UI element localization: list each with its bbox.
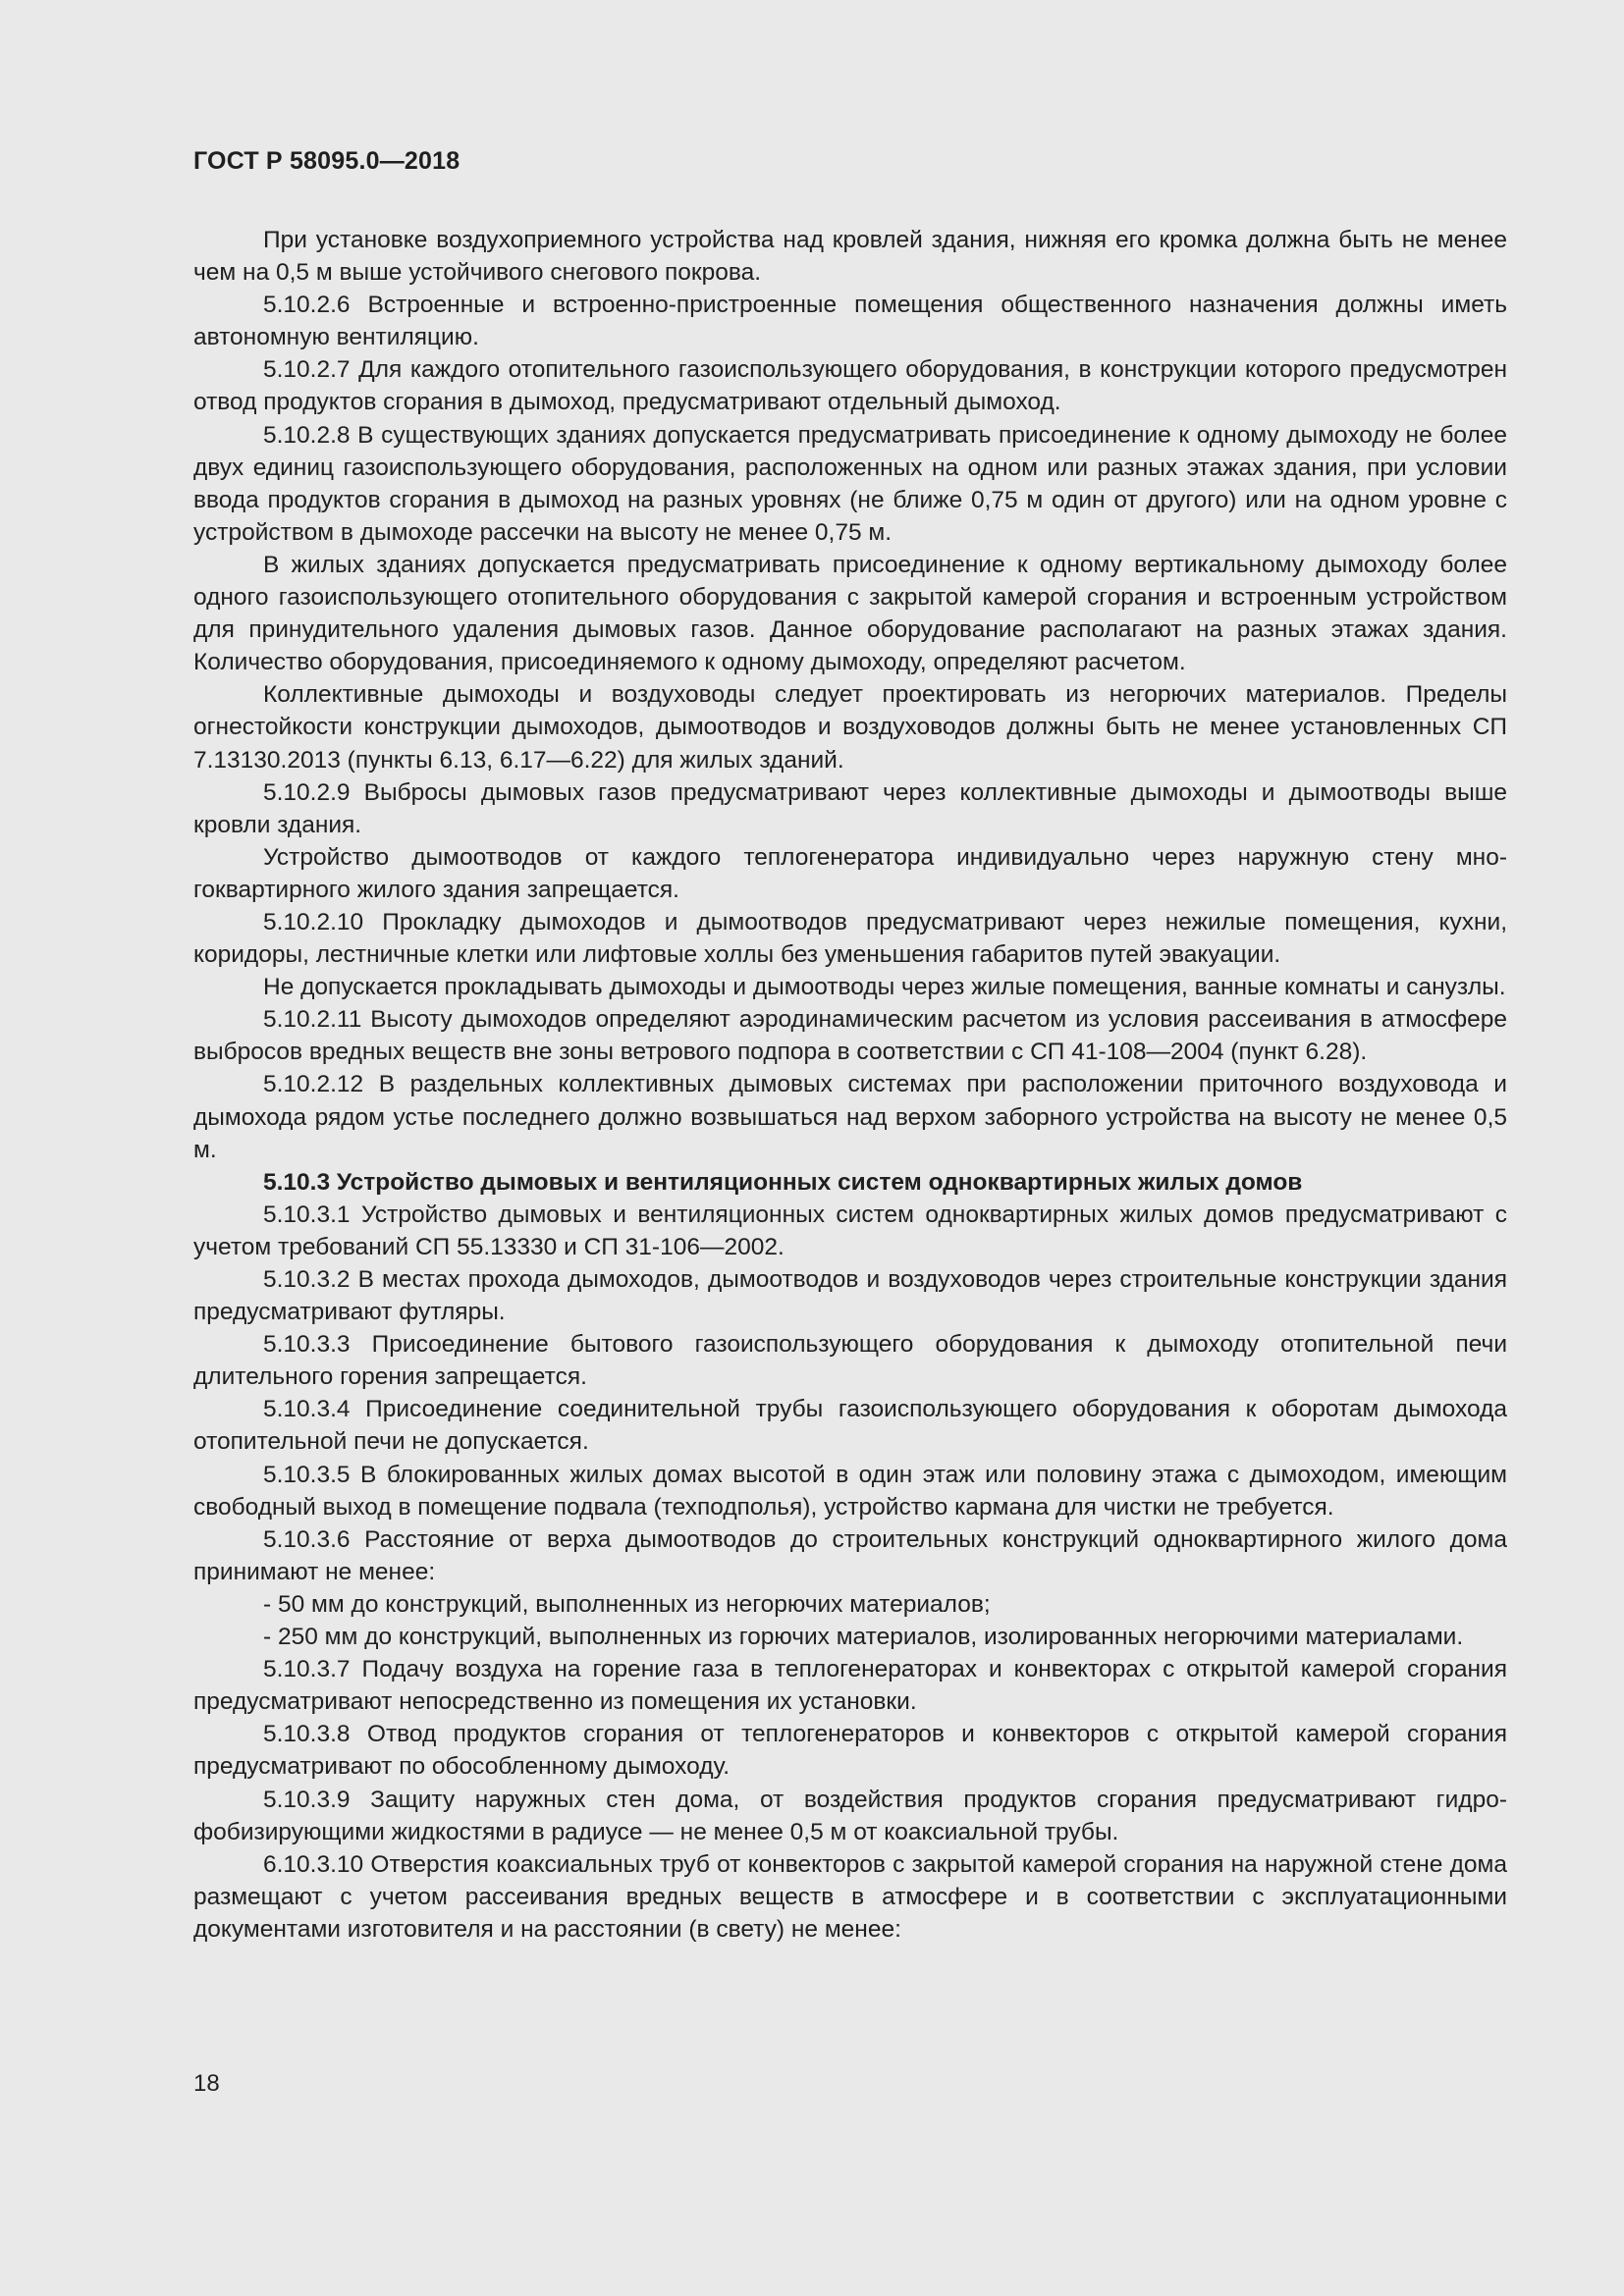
paragraph: 5.10.2.9 Выбросы дымовых газов предусматривают через коллективные дымоходы и дымоотводы выше кровли здания.	[193, 778, 1507, 838]
paragraph: 5.10.2.8 В существующих зданиях допускается предусматривать присоединение к одному дымоходу не более двух единиц газоиспользующего оборудования, расположенных на одном или разных этажах здания, при условии ввода продуктов сгорания в дымоход на разных уровнях (не ближе 0,75 м один от другого) или на одном уровне с устройством в дымоходе рассечки на высоту не менее 0,75 м.	[193, 421, 1507, 546]
paragraph: 5.10.3.6 Расстояние от верха дымоотводов до строительных конструкций одноквартирного жилого дома принимают не менее:	[193, 1525, 1507, 1585]
paragraph: Устройство дымоотводов от каждого теплогенератора индивидуально через наружную стену многоквартирного жилого здания запрещается.	[193, 843, 1507, 903]
page-number: 18	[193, 2070, 220, 2097]
paragraph: 5.10.2.6 Встроенные и встроенно-пристроенные помещения общественного назначения должны иметь автономную вентиляцию.	[193, 292, 1507, 351]
section-heading: 5.10.3 Устройство дымовых и вентиляционных систем одноквартирных жилых домов	[263, 1168, 1303, 1196]
document-body	[193, 224, 1507, 1946]
paragraph: 5.10.2.11 Высоту дымоходов определяют аэродинамическим расчетом из условия рассеивания в атмосфере выбросов вредных веществ вне зоны ветрового подпора в соответствии с СП 41-108—2004 (пункт 6.28).	[193, 1006, 1507, 1066]
paragraph: 5.10.3.2 В местах прохода дымоходов, дымоотводов и воздуховодов через строительные конструкции здания предусматривают футляры.	[193, 1266, 1507, 1326]
list-item: - 50 мм до конструкций, выполненных из негорючих материалов;	[263, 1590, 991, 1618]
paragraph: 5.10.2.7 Для каждого отопительного газоиспользующего оборудования, в конструкции которого предусмотрен отвод продуктов сгорания в дымоход, предусматривают отдельный дымоход.	[193, 356, 1507, 416]
paragraph: В жилых зданиях допускается предусматривать присоединение к одному вертикальному дымоходу более одного газоиспользующего отопительного оборудования с закрытой камерой сгорания и встроенным устройством для принудительного удаления дымовых газов. Данное оборудование располагают на разных этажах здания. Количество оборудования, присоединяемого к одному дымоходу, определяют расчетом.	[193, 551, 1507, 676]
paragraph: 5.10.3.3 Присоединение бытового газоиспользующего оборудования к дымоходу отопительной печи длительного горения запрещается.	[193, 1331, 1507, 1391]
paragraph: Коллективные дымоходы и воздуховоды следует проектировать из негорючих материалов. Пределы огнестойкости конструкции дымоходов, дымоотводов и воздуховодов должны быть не менее установленных СП 7.13130.2013 (пункты 6.13, 6.17—6.22) для жилых зданий.	[193, 681, 1507, 774]
paragraph: 5.10.3.7 Подачу воздуха на горение газа в теплогенераторах и конвекторах с открытой камерой сгорания предусматривают непосредственно из помещения их установки.	[193, 1656, 1507, 1716]
paragraph: 5.10.3.4 Присоединение соединительной трубы газоиспользующего оборудования к оборотам дымохода отопительной печи не допускается.	[193, 1396, 1507, 1456]
paragraph: 5.10.3.1 Устройство дымовых и вентиляционных систем одноквартирных жилых домов предусматривают с учетом требований СП 55.13330 и СП 31-106—2002.	[193, 1201, 1507, 1260]
paragraph: 5.10.2.12 В раздельных коллективных дымовых системах при расположении приточного воздуховода и дымохода рядом устье последнего должно возвышаться над верхом заборного устройства на высоту не менее 0,5 м.	[193, 1071, 1507, 1163]
paragraph: 6.10.3.10 Отверстия коаксиальных труб от конвекторов с закрытой камерой сгорания на наружной стене дома размещают с учетом рассеивания вредных веществ в атмосфере и в соответствии с эксплуатационными документами изготовителя и на расстоянии (в свету) не менее:	[193, 1850, 1507, 1943]
paragraph: При установке воздухоприемного устройства над кровлей здания, нижняя его кромка должна быть не менее чем на 0,5 м выше устойчивого снегового покрова.	[193, 227, 1507, 287]
paragraph: 5.10.3.5 В блокированных жилых домах высотой в один этаж или половину этажа с дымоходом, имеющим свободный выход в помещение подвала (техподполья), устройство кармана для чистки не требуется.	[193, 1461, 1507, 1521]
paragraph: 5.10.3.9 Защиту наружных стен дома, от воздействия продуктов сгорания предусматривают гидрофобизирующими жидкостями в радиусе — не менее 0,5 м от коаксиальной трубы.	[193, 1786, 1507, 1845]
paragraph: 5.10.2.10 Прокладку дымоходов и дымоотводов предусматривают через нежилые помещения, кухни, коридоры, лестничные клетки или лифтовые холлы без уменьшения габаритов путей эвакуации.	[193, 908, 1507, 969]
paragraph: 5.10.3.8 Отвод продуктов сгорания от теплогенераторов и конвекторов с открытой камерой сгорания предусматривают по обособленному дымоходу.	[193, 1721, 1507, 1781]
list-item: - 250 мм до конструкций, выполненных из горючих материалов, изолированных негорючими материалами.	[263, 1624, 1464, 1651]
paragraph: Не допускается прокладывать дымоходы и дымоотводы через жилые помещения, ванные комнаты и санузлы.	[263, 974, 1506, 1001]
document-header: ГОСТ Р 58095.0—2018	[193, 147, 460, 175]
